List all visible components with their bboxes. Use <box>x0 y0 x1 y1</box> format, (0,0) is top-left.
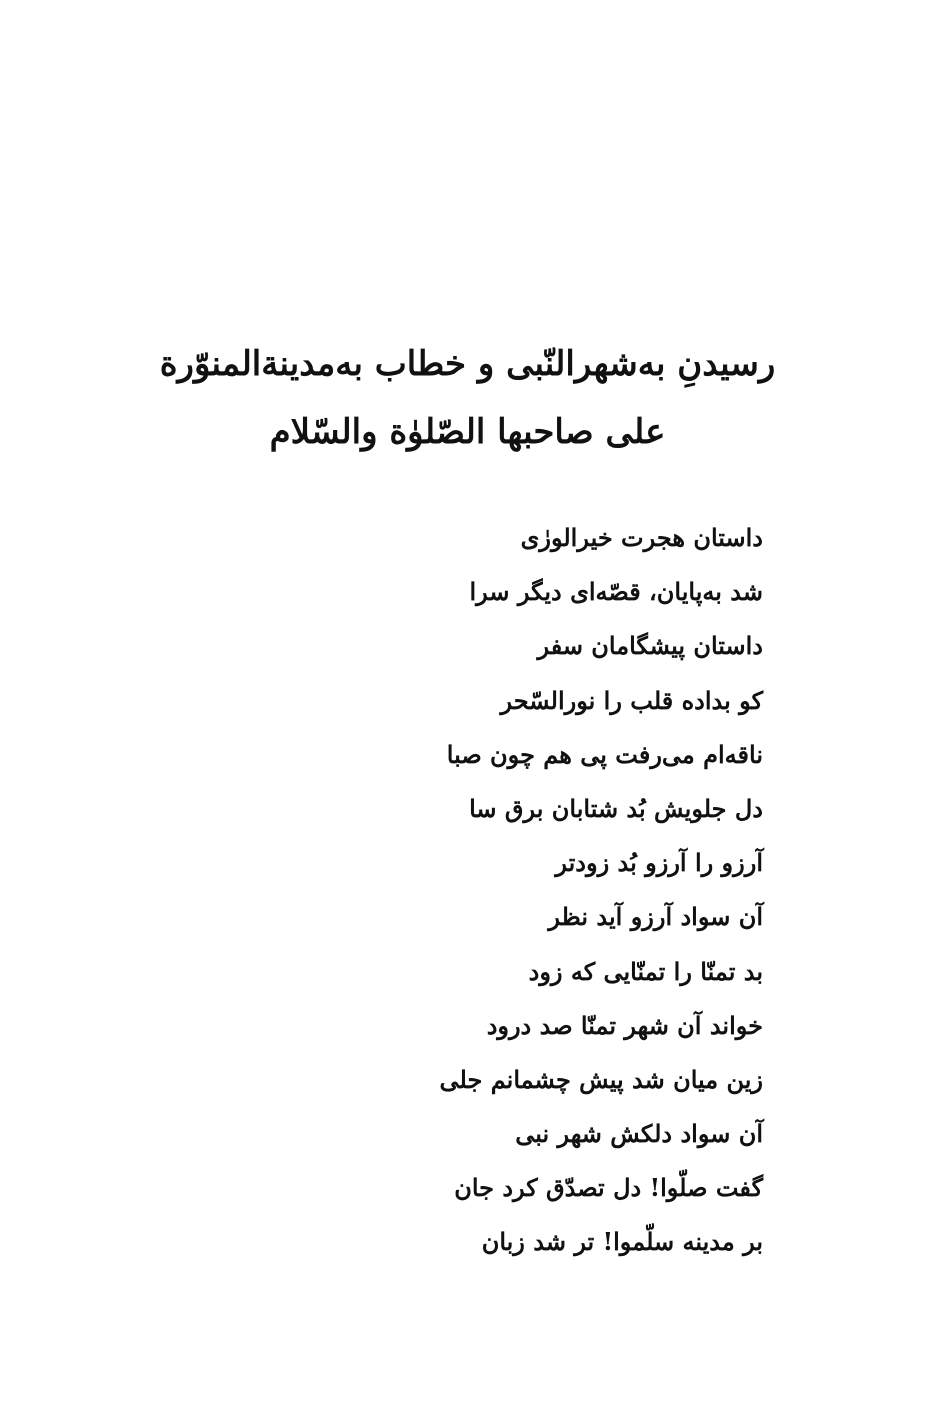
poem-line: زین میان شد پیش چشمانم جلی <box>439 1064 763 1094</box>
poem-line: آن سواد دلکش شهر نبی <box>515 1119 763 1149</box>
chapter-title <box>0 330 935 466</box>
poem-line: ناقه‌ام می‌رفت پی هم چون صبا <box>446 739 763 769</box>
poem-line: بد تمنّا را تمنّایی که زود <box>528 956 763 986</box>
poem-line: شد به‌پایان، قصّه‌ای دیگر سرا <box>469 577 763 607</box>
poem-line: بر مدینه سلّموا! تر شد زبان <box>481 1227 763 1257</box>
chapter-title-line-1: رسیدنِ به‌شهرالنّبی و خطاب به‌مدینةالمنوّرة <box>159 344 776 384</box>
poem-line: آرزو را آرزو بُد زودتر <box>555 848 763 878</box>
poem-line: گفت صلّوا! دل تصدّق کرد جان <box>454 1173 763 1203</box>
poem-line: کو بداده قلب را نورالسّحر <box>500 685 763 715</box>
poem-line: آن سواد آرزو آید نظر <box>548 902 763 932</box>
poem-line: دل جلویش بُد شتابان برق سا <box>469 793 763 823</box>
chapter-title-line-2: علی صاحبها الصّلوٰة والسّلام <box>269 412 666 452</box>
poem-line: داستان هجرت خیرالورٰی <box>520 523 763 552</box>
poem-body <box>243 516 763 1275</box>
poem-line: داستان پیشگامان سفر <box>537 631 763 661</box>
poem-line: خواند آن شهر تمنّا صد درود <box>486 1010 763 1040</box>
